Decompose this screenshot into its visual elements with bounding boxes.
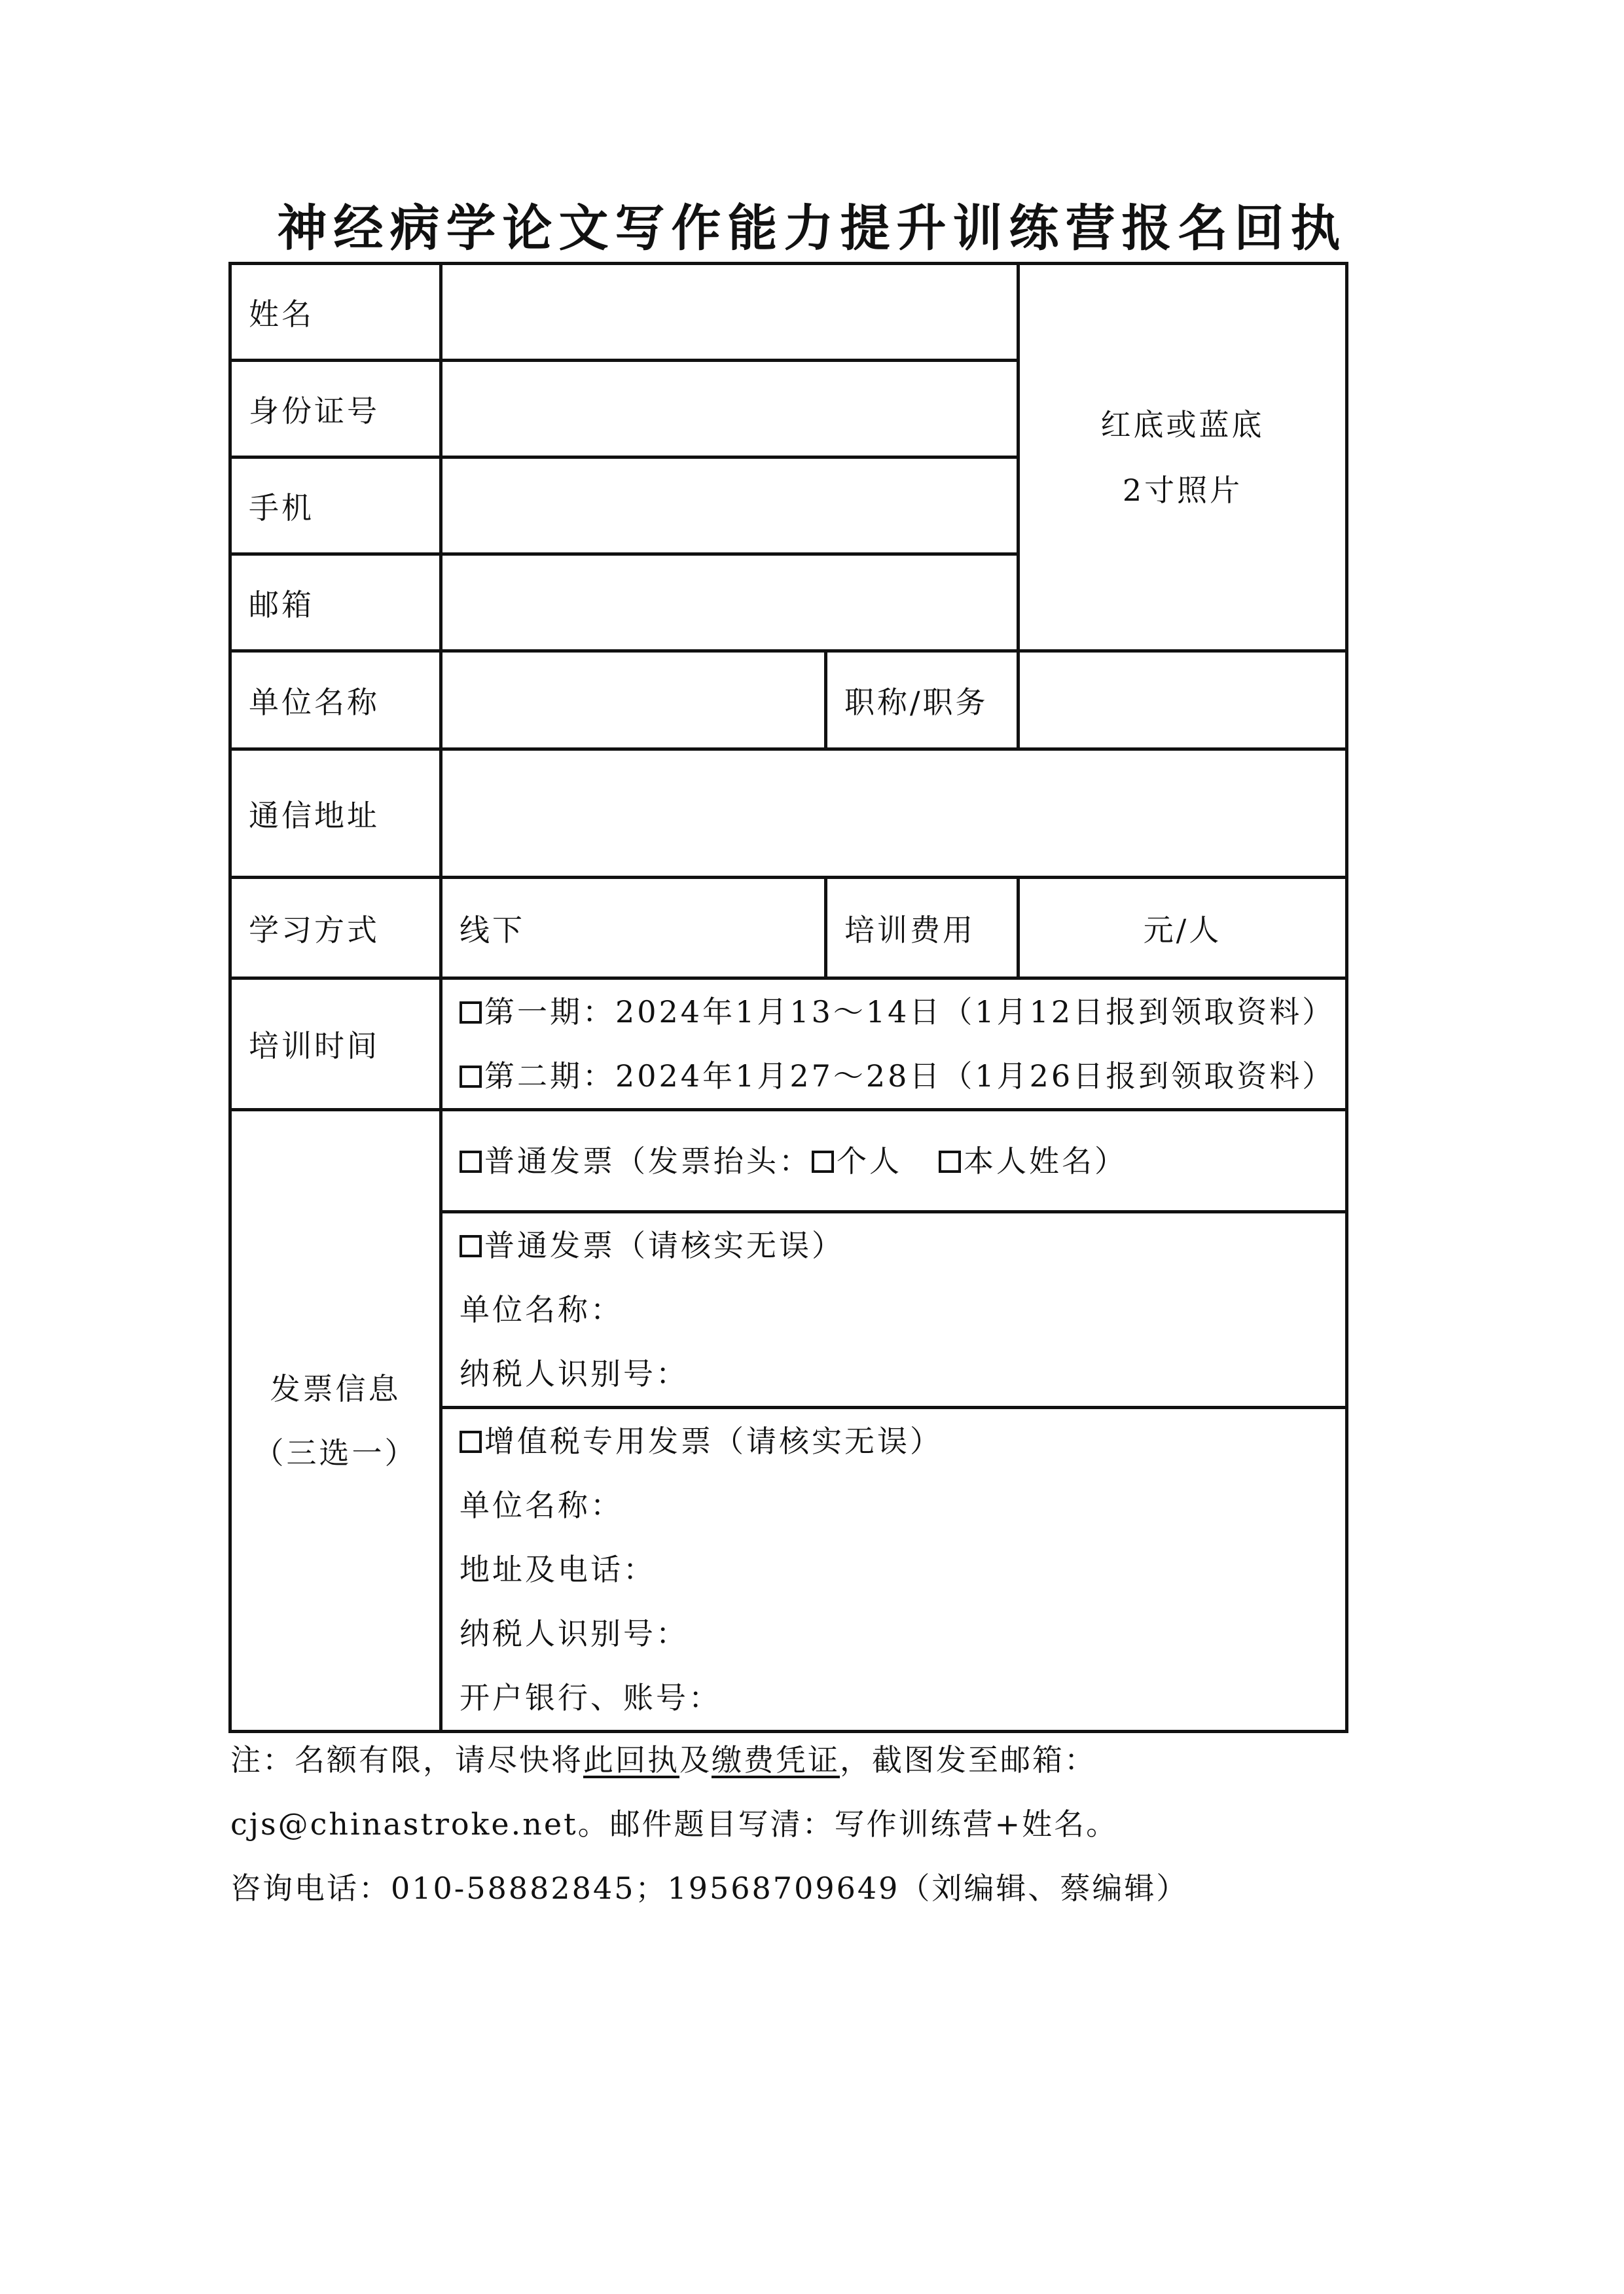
invoice-option-a[interactable] bbox=[460, 1129, 1328, 1193]
study-mode-value: 线下 bbox=[441, 878, 826, 978]
id-number-field[interactable] bbox=[441, 361, 1019, 457]
fee-label: 培训费用 bbox=[826, 878, 1019, 978]
note-line-2: cjs@chinastroke.net。邮件题目写清：写作训练营+姓名。 bbox=[230, 1806, 1119, 1842]
session-1-text: 第一期：2024年1月13～14日（1月12日报到领取资料） bbox=[484, 994, 1335, 1030]
study-mode-label: 学习方式 bbox=[230, 878, 441, 978]
checkbox-session-1[interactable] bbox=[460, 1001, 482, 1024]
name-field[interactable] bbox=[441, 264, 1019, 361]
photo-box bbox=[1019, 264, 1347, 651]
invoice-b-unit-label: 单位名称： bbox=[460, 1292, 623, 1327]
phone-label: 手机 bbox=[230, 457, 441, 554]
invoice-a-personal: 个人 bbox=[837, 1143, 902, 1179]
invoice-c-address-label: 地址及电话： bbox=[460, 1552, 656, 1587]
invoice-option-b[interactable] bbox=[460, 1213, 1328, 1278]
checkbox-invoice-own-name[interactable] bbox=[939, 1151, 961, 1173]
training-time-label: 培训时间 bbox=[230, 978, 441, 1110]
photo-hint-line2: 2寸照片 bbox=[1122, 472, 1243, 508]
invoice-label-line1: 发票信息 bbox=[270, 1371, 401, 1407]
checkbox-invoice-b[interactable] bbox=[460, 1235, 482, 1257]
registration-form bbox=[228, 262, 1348, 1733]
invoice-c-unit-label: 单位名称： bbox=[460, 1488, 623, 1523]
unit-name-label: 单位名称 bbox=[230, 651, 441, 749]
name-label: 姓名 bbox=[230, 264, 441, 361]
phone-field[interactable] bbox=[441, 457, 1019, 554]
note-text-a: 注：名额有限，请尽快将 bbox=[230, 1742, 583, 1778]
invoice-a-own-name: 本人姓名） bbox=[964, 1143, 1127, 1179]
photo-hint-line1: 红底或蓝底 bbox=[1100, 406, 1265, 442]
invoice-b-title: 普通发票（请核实无误） bbox=[484, 1228, 844, 1263]
checkbox-session-2[interactable] bbox=[460, 1066, 482, 1088]
session-2-text: 第二期：2024年1月27～28日（1月26日报到领取资料） bbox=[484, 1058, 1335, 1094]
session-2-option[interactable] bbox=[460, 1044, 1339, 1108]
unit-name-field[interactable] bbox=[441, 651, 826, 749]
note-text-c: ，截图发至邮箱： bbox=[840, 1742, 1096, 1778]
invoice-b-tax-label: 纳税人识别号： bbox=[460, 1356, 689, 1391]
note-line-1 bbox=[230, 1728, 1188, 1792]
fee-value: 元/人 bbox=[1019, 878, 1347, 978]
invoice-option-c[interactable] bbox=[460, 1409, 1328, 1473]
note-text-b: 及 bbox=[679, 1742, 712, 1778]
checkbox-invoice-personal[interactable] bbox=[812, 1151, 834, 1173]
job-title-label: 职称/职务 bbox=[826, 651, 1019, 749]
invoice-c-tax-label: 纳税人识别号： bbox=[460, 1616, 689, 1651]
note-payment-proof: 缴费凭证 bbox=[712, 1742, 840, 1778]
notes bbox=[230, 1728, 1188, 1920]
checkbox-invoice-c[interactable] bbox=[460, 1431, 482, 1453]
note-receipt: 此回执 bbox=[583, 1742, 679, 1778]
page-title: 神经病学论文写作能力提升训练营报名回执 bbox=[277, 199, 1347, 257]
checkbox-invoice-a[interactable] bbox=[460, 1151, 482, 1173]
job-title-field[interactable] bbox=[1019, 651, 1347, 749]
note-line-3: 咨询电话：010-58882845；19568709649（刘编辑、蔡编辑） bbox=[230, 1871, 1189, 1906]
invoice-a-text: 普通发票（发票抬头： bbox=[484, 1143, 812, 1179]
invoice-c-bank-label: 开户银行、账号： bbox=[460, 1680, 721, 1715]
invoice-c-title: 增值税专用发票（请核实无误） bbox=[484, 1424, 943, 1459]
address-field[interactable] bbox=[441, 749, 1347, 878]
session-1-option[interactable] bbox=[460, 980, 1339, 1044]
email-label: 邮箱 bbox=[230, 554, 441, 651]
email-field[interactable] bbox=[441, 554, 1019, 651]
invoice-info-label bbox=[230, 1110, 441, 1732]
invoice-label-line2: （三选一） bbox=[253, 1435, 418, 1471]
id-number-label: 身份证号 bbox=[230, 361, 441, 457]
address-label: 通信地址 bbox=[230, 749, 441, 878]
